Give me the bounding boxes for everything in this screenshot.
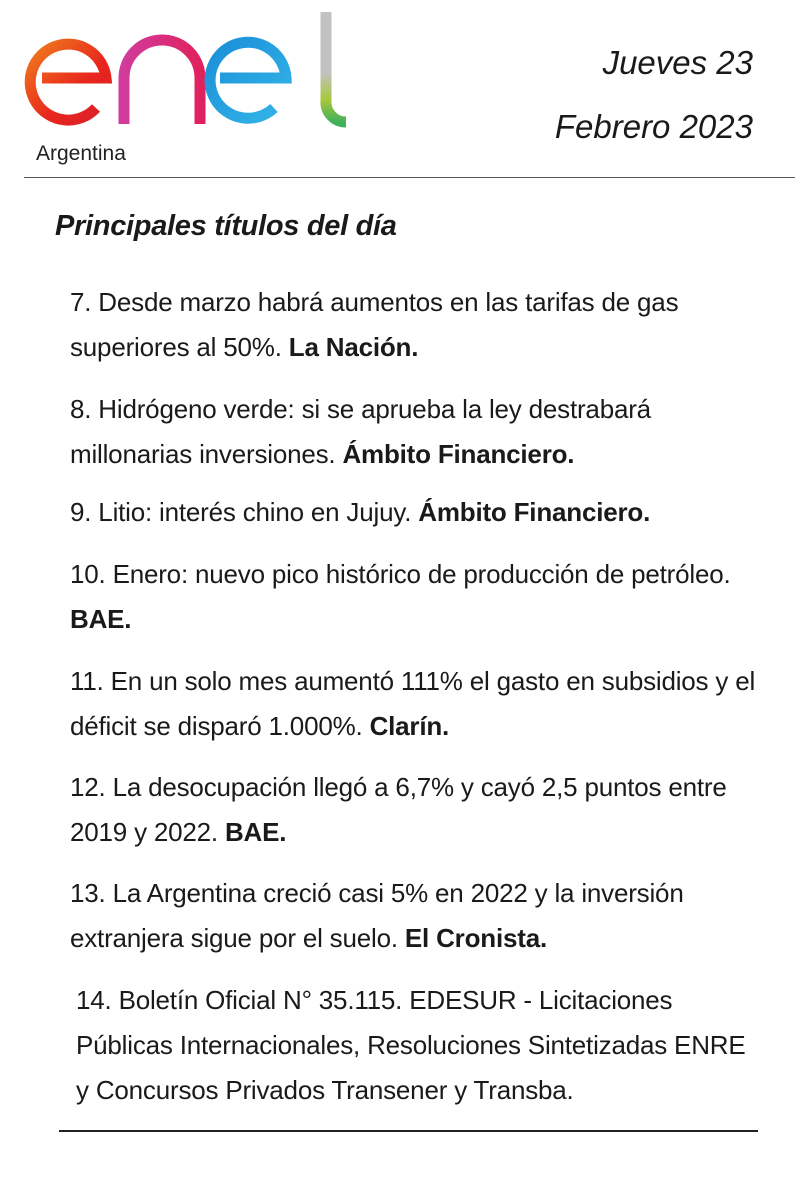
headline-text: 10. Enero: nuevo pico histórico de producción de petróleo. — [70, 559, 731, 589]
logo-letter-e2 — [210, 42, 286, 118]
headline-item — [70, 490, 760, 535]
footer-divider — [59, 1130, 758, 1132]
logo-letter-e1 — [30, 44, 106, 120]
headline-text: 9. Litio: interés chino en Jujuy. — [70, 497, 412, 527]
enel-logo — [24, 8, 354, 132]
headline-source: Ámbito Financiero. — [418, 497, 651, 527]
headline-source: Clarín. — [369, 711, 450, 741]
logo-letter-n — [124, 40, 200, 124]
logo-subtitle: Argentina — [36, 142, 126, 165]
headline-text: 14. Boletín Oficial N° 35.115. EDESUR - Licitaciones Públicas Internacionales, Resoluciones Sintetizadas ENRE y Concursos Privados Transener y Transba. — [76, 985, 746, 1105]
headline-text: 13. La Argentina creció casi 5% en 2022 y la inversión extranjera sigue por el suelo. — [70, 878, 684, 953]
headline-source: BAE. — [70, 604, 132, 634]
headline-item — [70, 765, 760, 855]
headline-item — [70, 659, 760, 749]
section-title: Principales títulos del día — [55, 210, 397, 242]
headline-text: 12. La desocupación llegó a 6,7% y cayó 2,5 puntos entre 2019 y 2022. — [70, 772, 727, 847]
headline-item — [70, 280, 760, 370]
header-divider — [24, 177, 795, 178]
headline-item — [70, 552, 760, 642]
headline-source: Ámbito Financiero. — [342, 439, 575, 469]
headline-text: 8. Hidrógeno verde: si se aprueba la ley destrabará millonarias inversiones. — [70, 394, 651, 469]
headline-item — [76, 978, 756, 1113]
headline-item — [70, 387, 760, 477]
headline-source: La Nación. — [288, 332, 419, 362]
headline-text: 11. En un solo mes aumentó 111% el gasto en subsidios y el déficit se disparó 1.000%. — [70, 666, 756, 741]
date-month: Febrero 2023 — [554, 108, 753, 145]
headline-source: El Cronista. — [404, 923, 547, 953]
logo-letter-l — [326, 12, 346, 122]
headline-source: BAE. — [224, 817, 287, 847]
headline-item — [70, 871, 760, 961]
date-day: Jueves 23 — [602, 44, 753, 81]
headline-text: 7. Desde marzo habrá aumentos en las tarifas de gas superiores al 50%. — [70, 287, 679, 362]
